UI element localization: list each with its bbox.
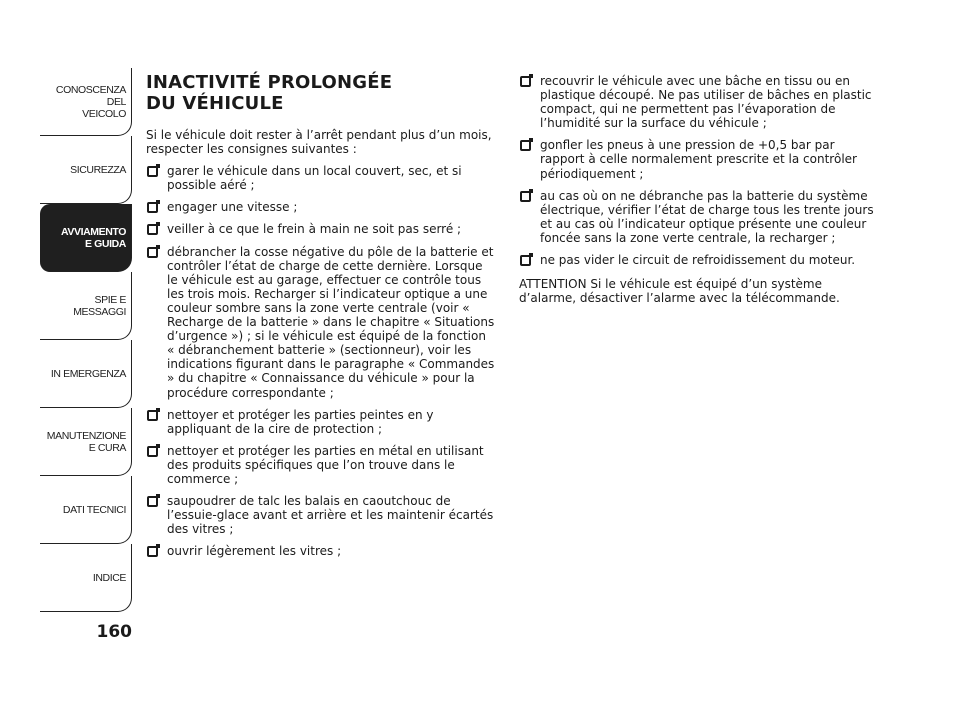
list-item-text: ne pas vider le circuit de refroidissement du moteur. (540, 253, 856, 268)
tab-label: IN EMERGENZA (50, 367, 126, 380)
list-item-text: garer le véhicule dans un local couvert, sec, et si possible aéré ; (167, 164, 462, 193)
list-item-text: gonfler les pneus à une pression de +0,5 bar par rapport à celle normalement prescrite et la contrôler périodiquement ; (540, 138, 857, 181)
checkbox-bullet-icon (520, 76, 531, 87)
tab-avviamento-e-guida[interactable] (40, 204, 132, 272)
tab-label: SICUREZZA (70, 163, 126, 176)
checkbox-bullet-icon (147, 410, 158, 421)
list-item (519, 74, 879, 130)
list-item (146, 222, 496, 236)
tab-label: DATI TECNICI (62, 503, 126, 516)
list-item (146, 494, 496, 536)
tab-spie-e-messaggi[interactable] (40, 272, 132, 340)
section-title (146, 72, 496, 114)
list-item-text: au cas où on ne débranche pas la batterie du système électrique, vérifier l’état de charge tous les trente jours et au cas où l’indicateur optique présente une couleur foncée sans la zone verte centrale, la recharger ; (540, 188, 874, 245)
list-item (146, 164, 496, 192)
tab-label: INDICE (92, 571, 126, 584)
checkbox-bullet-icon (520, 191, 531, 202)
page-number: 160 (96, 622, 132, 642)
list-item (146, 544, 496, 558)
title-line-1: INACTIVITÉ PROLONGÉE (146, 72, 393, 93)
list-item (146, 200, 496, 214)
list-item-text: nettoyer et protéger les parties en métal en utilisant des produits spécifiques que l’on trouve dans le commerce ; (167, 443, 484, 486)
right-column (519, 74, 879, 313)
list-item (519, 189, 879, 245)
tab-sicurezza[interactable] (40, 136, 132, 204)
list-item (146, 444, 496, 486)
tab-in-emergenza[interactable] (40, 340, 132, 408)
checkbox-bullet-icon (147, 224, 158, 235)
tab-manutenzione-e-cura[interactable] (40, 408, 132, 476)
checkbox-bullet-icon (147, 496, 158, 507)
list-item-text: engager une vitesse ; (167, 200, 298, 215)
list-item (146, 245, 496, 400)
checkbox-bullet-icon (147, 202, 158, 213)
tab-indice[interactable] (40, 544, 132, 612)
tab-label: AVVIAMENTO E GUIDA (60, 225, 126, 250)
list-item (519, 138, 879, 180)
list-item-text: saupoudrer de talc les balais en caoutchouc de l’essuie-glace avant et arrière et les maintenir écartés des vitres ; (167, 494, 494, 537)
checkbox-bullet-icon (147, 247, 158, 258)
list-item (146, 408, 496, 436)
list-item-text: recouvrir le véhicule avec une bâche en tissu ou en plastique découpé. Ne pas utiliser de bâches en plastic compact, qui ne permettent pas l’évaporation de l’humidité sur la surface du véhicule ; (540, 74, 872, 131)
attention-note: ATTENTION Si le véhicule est équipé d’un système d’alarme, désactiver l’alarme avec la télécommande. (519, 277, 840, 306)
checkbox-bullet-icon (520, 255, 531, 266)
intro-text: Si le véhicule doit rester à l’arrêt pendant plus d’un mois, respecter les consignes suivantes : (146, 128, 492, 157)
checkbox-bullet-icon (147, 446, 158, 457)
tab-conoscenza-del-veicolo[interactable] (40, 68, 132, 136)
checkbox-bullet-icon (147, 166, 158, 177)
left-column (146, 72, 496, 566)
list-item-text: nettoyer et protéger les parties peintes en y appliquant de la cire de protection ; (167, 407, 434, 436)
list-item-text: veiller à ce que le frein à main ne soit pas serré ; (167, 222, 462, 237)
checkbox-bullet-icon (520, 140, 531, 151)
title-line-2: DU VÉHICULE (146, 93, 284, 114)
tab-label: CONOSCENZA DEL VEICOLO (55, 83, 126, 120)
list-item-text: ouvrir légèrement les vitres ; (167, 544, 342, 559)
tab-label: MANUTENZIONE E CURA (46, 429, 126, 454)
tab-label: SPIE E MESSAGGI (73, 293, 126, 318)
instruction-list (146, 164, 496, 558)
list-item-text: débrancher la cosse négative du pôle de la batterie et contrôler l’état de charge de cette dernière. Lorsque le véhicule est au garage, effectuer ce contrôle tous les trois mois. Recharger si l’indicateur optique a une couleur sombre sans la zone verte centrale (voir « Recharge de la batterie » dans le chapitre « Situations d’urgence ») ; si le véhicule est équipé de la fonction « débranchement batterie » (sectionneur), voir les indications figurant dans le paragraphe « Commandes » du chapitre « Connaissance du véhicule » pour la procédure correspondante ; (167, 244, 495, 400)
instruction-list-continued (519, 74, 879, 267)
tab-dati-tecnici[interactable] (40, 476, 132, 544)
checkbox-bullet-icon (147, 546, 158, 557)
chapter-tabs (40, 68, 132, 612)
list-item (519, 253, 879, 267)
